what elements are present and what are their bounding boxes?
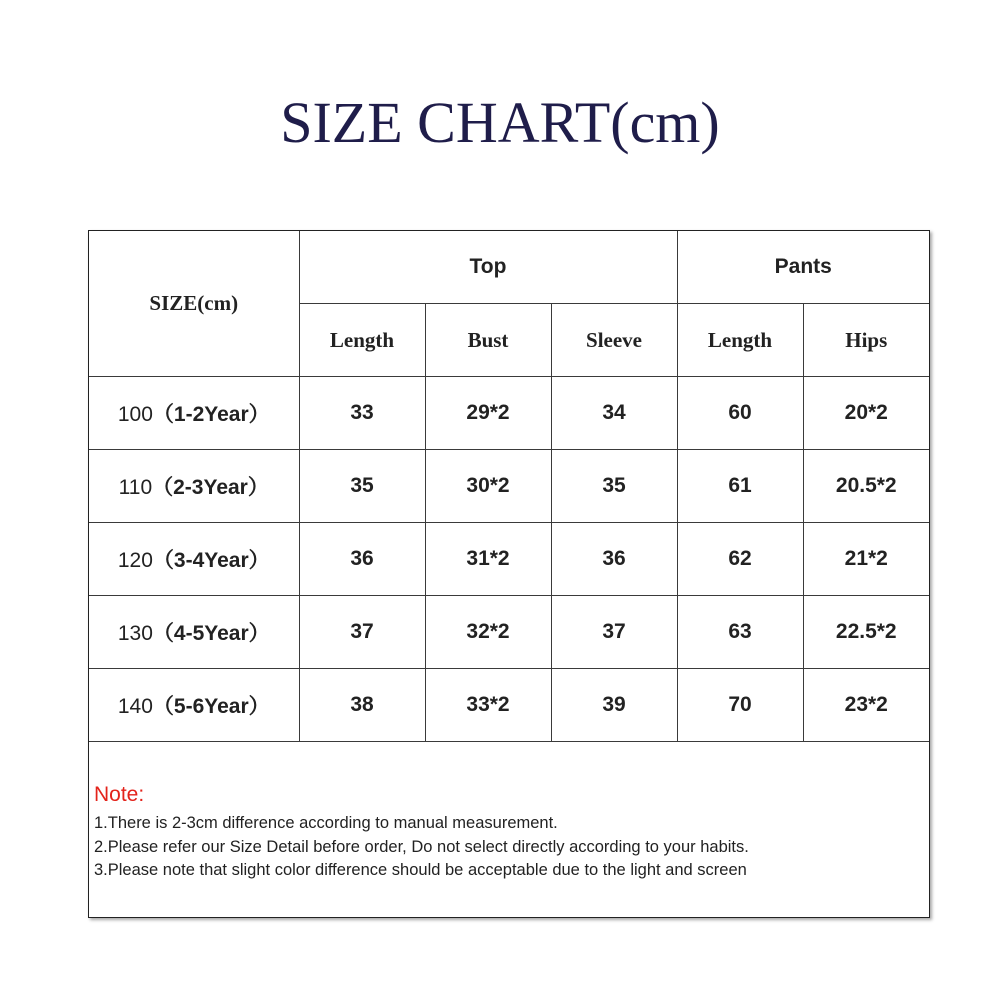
bust-cell: 31*2 — [425, 523, 551, 596]
pants-length-cell: 60 — [677, 377, 803, 450]
sleeve-cell: 37 — [551, 596, 677, 669]
sleeve-cell: 34 — [551, 377, 677, 450]
column-header-hips: Hips — [803, 304, 929, 377]
top-length-cell: 38 — [299, 669, 425, 742]
hips-cell: 21*2 — [803, 523, 929, 596]
top-length-cell: 37 — [299, 596, 425, 669]
top-length-cell: 33 — [299, 377, 425, 450]
pants-length-cell: 62 — [677, 523, 803, 596]
column-header-pants-length: Length — [677, 304, 803, 377]
sleeve-cell: 39 — [551, 669, 677, 742]
hips-cell: 20.5*2 — [803, 450, 929, 523]
note-title: Note: — [94, 783, 145, 806]
table-row — [89, 669, 929, 742]
age-range: （2-3Year） — [152, 476, 269, 499]
pants-length-cell: 63 — [677, 596, 803, 669]
hips-cell: 23*2 — [803, 669, 929, 742]
table-row — [89, 596, 929, 669]
size-table — [89, 231, 929, 742]
notes-section — [94, 781, 924, 883]
size-column-header: SIZE(cm) — [89, 231, 299, 377]
group-header-pants: Pants — [677, 231, 929, 304]
size-cell — [89, 450, 299, 523]
table-row — [89, 450, 929, 523]
age-range: （1-2Year） — [152, 403, 270, 426]
table-row — [89, 377, 929, 450]
bust-cell: 33*2 — [425, 669, 551, 742]
size-value: 130 — [117, 622, 153, 645]
hips-cell: 22.5*2 — [803, 596, 929, 669]
age-range: （3-4Year） — [152, 549, 270, 572]
bust-cell: 30*2 — [425, 450, 551, 523]
page-title: SIZE CHART(cm) — [280, 90, 720, 155]
size-chart — [88, 230, 930, 918]
bust-cell: 29*2 — [425, 377, 551, 450]
column-header-top-length: Length — [299, 304, 425, 377]
hips-cell: 20*2 — [803, 377, 929, 450]
size-value: 110 — [118, 476, 153, 499]
age-range: （5-6Year） — [152, 695, 270, 718]
bust-cell: 32*2 — [425, 596, 551, 669]
note-line: 2.Please refer our Size Detail before order, Do not select directly according to your habits. — [94, 837, 749, 856]
size-value: 100 — [117, 403, 153, 426]
group-header-top: Top — [299, 231, 677, 304]
top-length-cell: 35 — [299, 450, 425, 523]
pants-length-cell: 70 — [677, 669, 803, 742]
note-line: 1.There is 2-3cm difference according to manual measurement. — [94, 814, 558, 832]
table-row — [89, 523, 929, 596]
size-value: 120 — [117, 549, 153, 572]
sleeve-cell: 36 — [551, 523, 677, 596]
size-cell — [89, 669, 299, 742]
pants-length-cell: 61 — [677, 450, 803, 523]
top-length-cell: 36 — [299, 523, 425, 596]
age-range: （4-5Year） — [152, 622, 270, 645]
size-cell — [89, 523, 299, 596]
sleeve-cell: 35 — [551, 450, 677, 523]
size-cell — [89, 596, 299, 669]
table-group-header-row — [89, 231, 929, 304]
size-value: 140 — [117, 695, 153, 718]
note-line: 3.Please note that slight color difference should be acceptable due to the light and screen — [94, 861, 747, 879]
column-header-sleeve: Sleeve — [551, 304, 677, 377]
column-header-bust: Bust — [425, 304, 551, 377]
size-cell — [89, 377, 299, 450]
